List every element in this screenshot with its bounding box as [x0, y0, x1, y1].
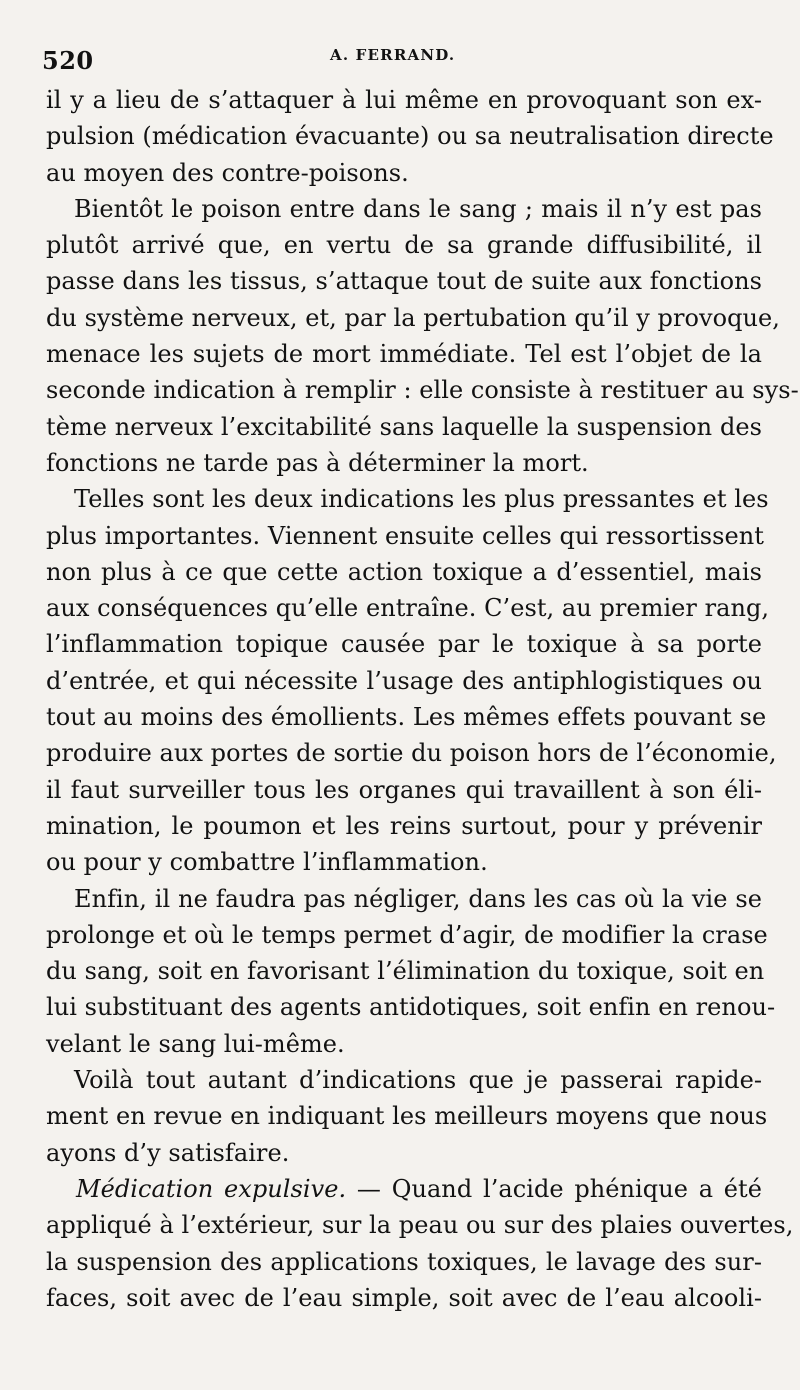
page-text	[46, 82, 799, 1316]
text-line: d’entrée, et qui nécessite l’usage des antiphlogistiques ou	[46, 666, 762, 695]
text-line: seconde indication à remplir : elle consiste à restituer au sys-	[46, 376, 799, 405]
text-line: produire aux portes de sortie du poison hors de l’économie,	[46, 739, 777, 768]
text-line: du système nerveux, et, par la pertubation qu’il y provoque,	[46, 303, 780, 332]
running-head: A. FERRAND.	[330, 46, 456, 64]
text-line: plus importantes. Viennent ensuite celles qui ressortissent	[46, 521, 764, 550]
text-line: velant le sang lui-même.	[46, 1029, 345, 1058]
text-line: Telles sont les deux indications les plus pressantes et les	[74, 485, 769, 514]
section-heading: Médication expulsive.	[76, 1174, 347, 1203]
text-line: Voilà tout autant d’indications que je passerai rapide-	[74, 1066, 762, 1095]
text-line: non plus à ce que cette action toxique a d’essentiel, mais	[46, 557, 762, 586]
text-line: faces, soit avec de l’eau simple, soit avec de l’eau alcooli-	[46, 1283, 762, 1312]
page-header	[42, 40, 758, 80]
text-line: lui substituant des agents antidotiques, soit enfin en renou-	[46, 993, 776, 1022]
text-line: aux conséquences qu’elle entraîne. C’est, au premier rang,	[46, 594, 770, 623]
text-line: menace les sujets de mort immédiate. Tel est l’objet de la	[46, 340, 762, 369]
text-line: plutôt arrivé que, en vertu de sa grande diffusibilité, il	[46, 231, 762, 260]
section-opening-line	[46, 1171, 762, 1207]
text-line: il faut surveiller tous les organes qui travaillent à son éli-	[46, 775, 762, 804]
text-line: ou pour y combattre l’inflammation.	[46, 848, 488, 877]
text-line: il y a lieu de s’attaquer à lui même en provoquant son ex-	[46, 86, 762, 114]
text-line: la suspension des applications toxiques, le lavage des sur-	[46, 1247, 762, 1276]
text-line: au moyen des contre-poisons.	[46, 158, 409, 187]
section-opening-text: — Quand l’acide phénique a été	[346, 1174, 763, 1203]
text-line: fonctions ne tarde pas à déterminer la mort.	[46, 448, 589, 477]
text-line: tème nerveux l’excitabilité sans laquelle la suspension des	[46, 412, 762, 441]
text-line: ayons d’y satisfaire.	[46, 1138, 290, 1167]
text-line: ment en revue en indiquant les meilleurs moyens que nous	[46, 1102, 768, 1131]
text-line: mination, le poumon et les reins surtout, pour y prévenir	[46, 811, 762, 840]
text-line: appliqué à l’extérieur, sur la peau ou sur des plaies ouvertes,	[46, 1211, 794, 1240]
text-line: tout au moins des émollients. Les mêmes effets pouvant se	[46, 703, 767, 732]
text-line: l’inflammation topique causée par le toxique à sa porte	[46, 630, 762, 659]
text-line: Bientôt le poison entre dans le sang ; mais il n’y est pas	[74, 194, 762, 223]
text-line: prolonge et où le temps permet d’agir, de modifier la crase	[46, 920, 768, 949]
text-line: pulsion (médication évacuante) ou sa neutralisation directe	[46, 122, 774, 151]
text-line: du sang, soit en favorisant l’élimination du toxique, soit en	[46, 957, 765, 986]
text-line: Enfin, il ne faudra pas négliger, dans les cas où la vie se	[74, 884, 762, 913]
page-number: 520	[42, 46, 94, 75]
text-line: passe dans les tissus, s’attaque tout de suite aux fonctions	[46, 267, 762, 296]
